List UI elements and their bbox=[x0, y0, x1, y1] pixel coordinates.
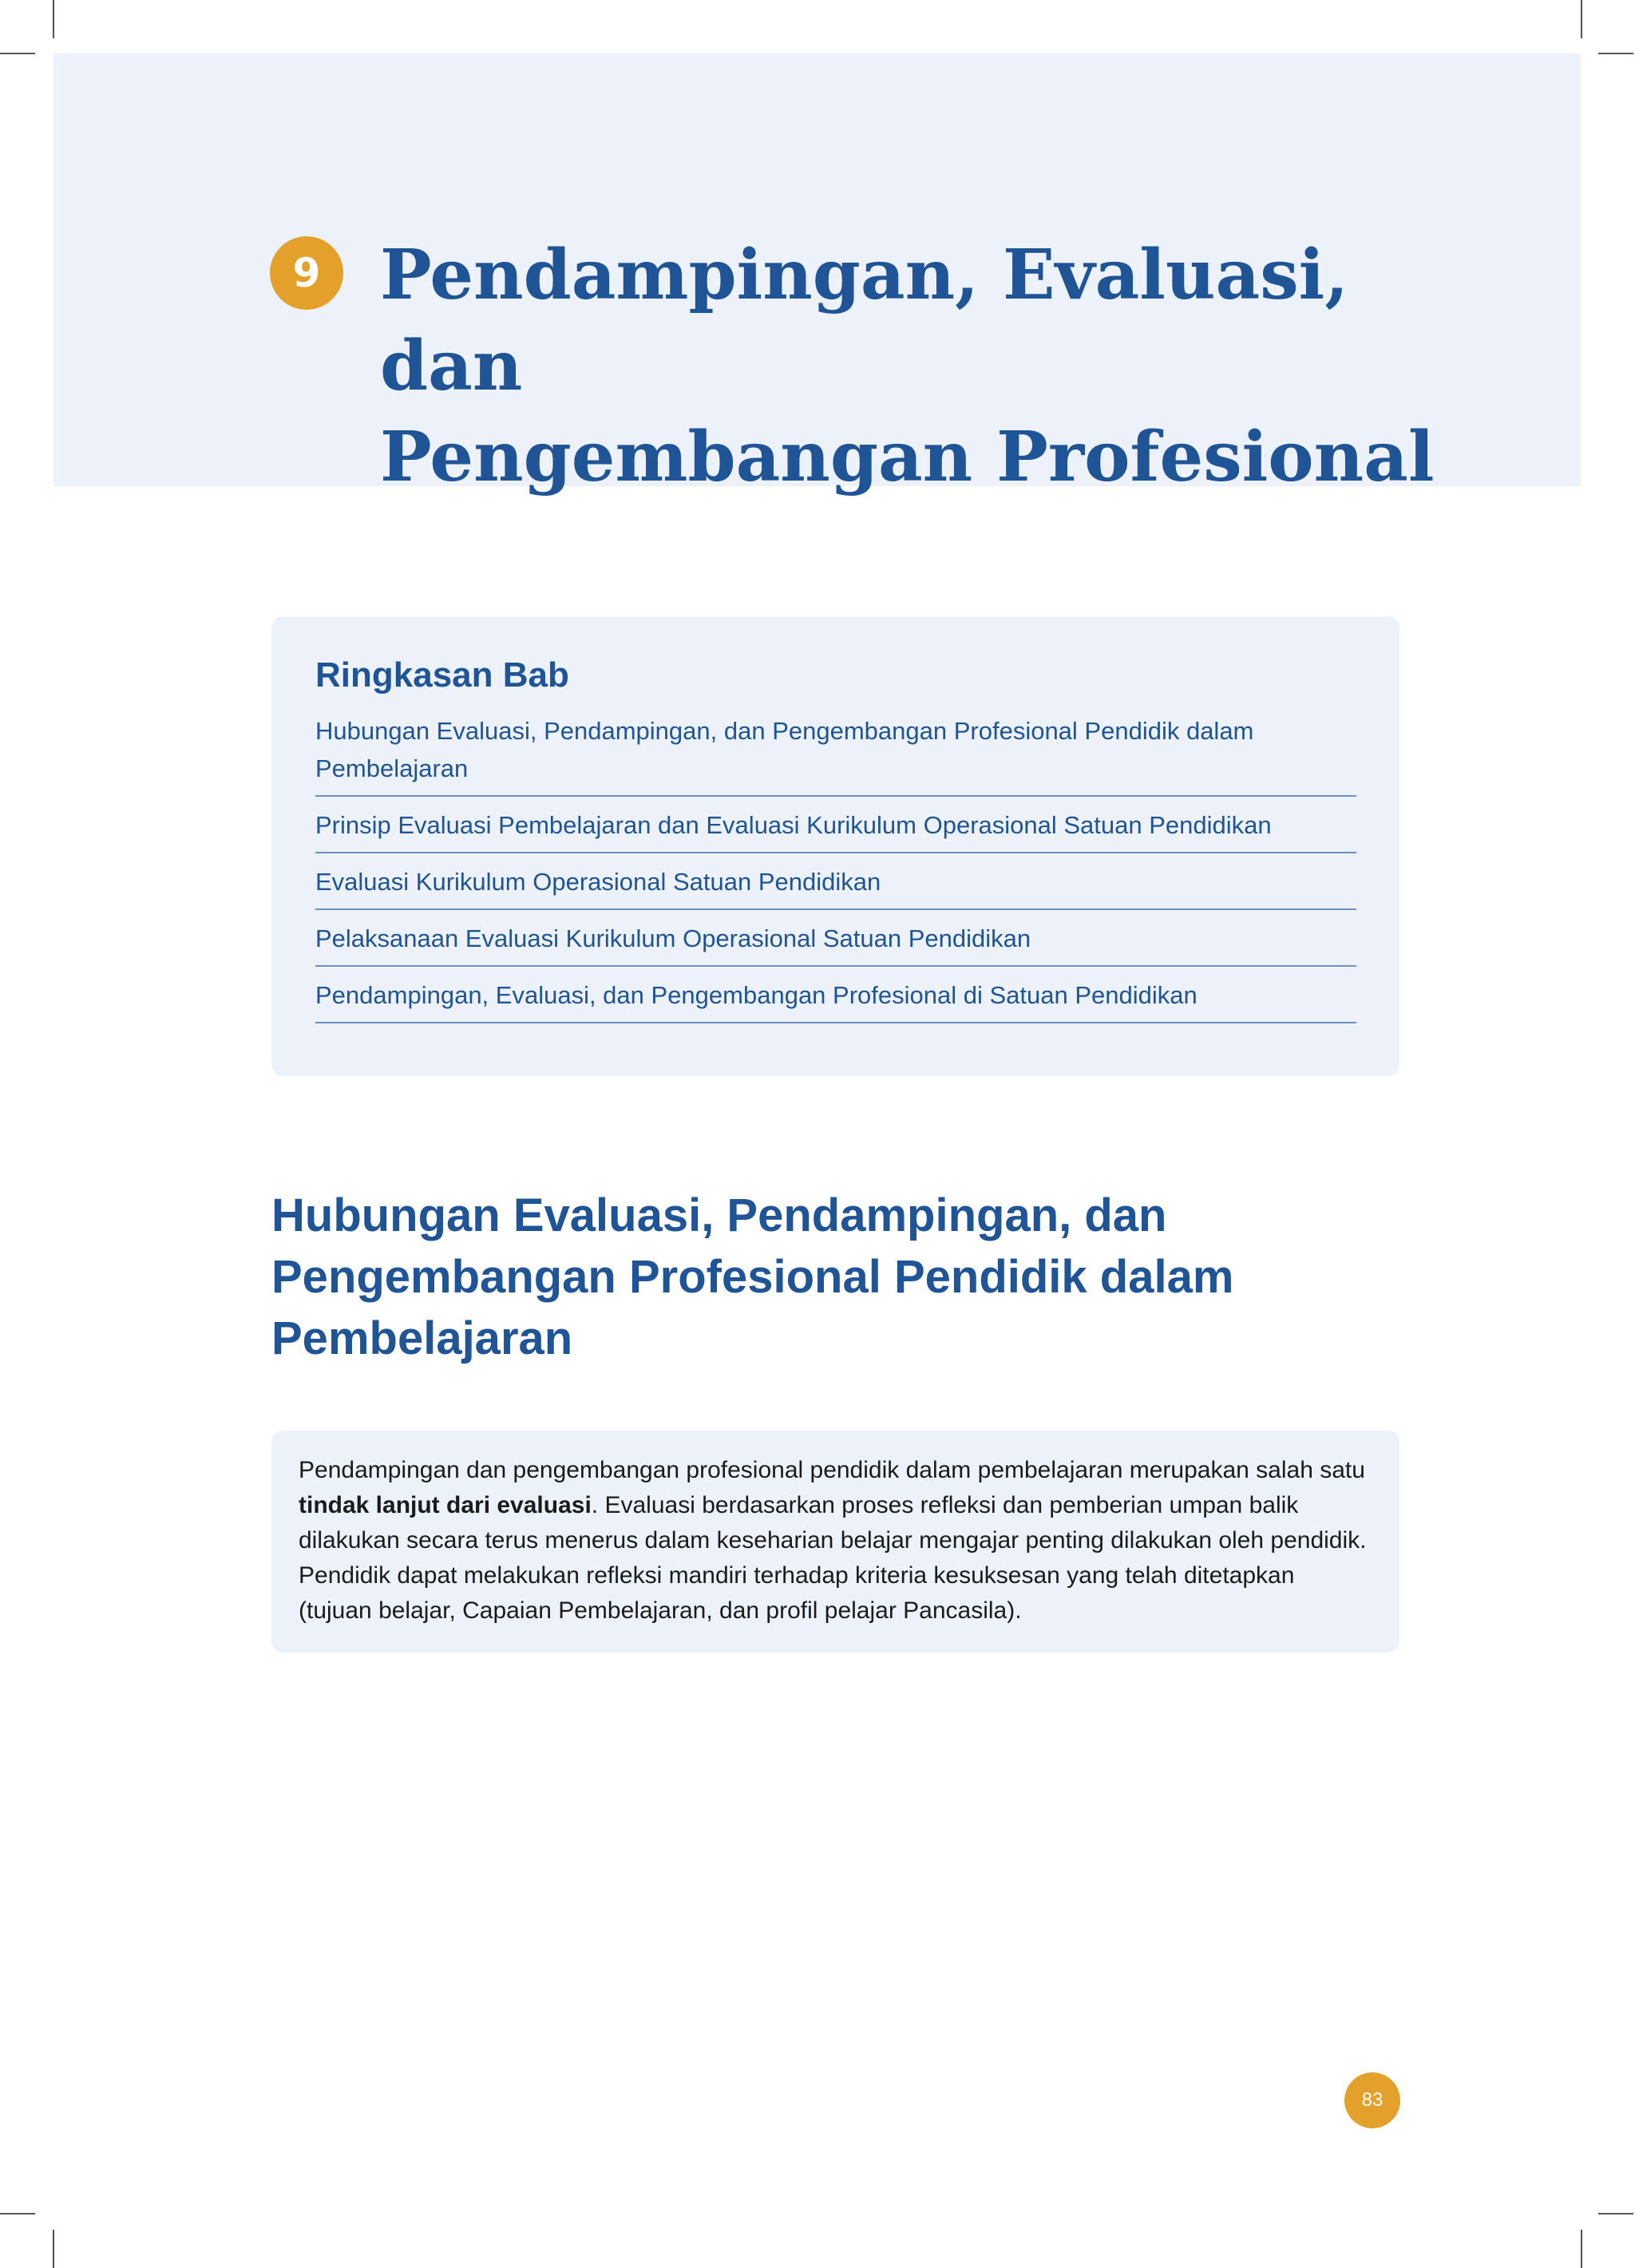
info-box bbox=[271, 1431, 1399, 1653]
summary-heading: Ringkasan Bab bbox=[315, 655, 569, 695]
crop-mark bbox=[0, 53, 35, 54]
crop-mark bbox=[1598, 53, 1633, 54]
crop-mark bbox=[1581, 2230, 1582, 2268]
page-number-badge: 83 bbox=[1344, 2072, 1400, 2128]
chapter-summary-box bbox=[271, 616, 1399, 1076]
summary-item[interactable]: Pendampingan, Evaluasi, dan Pengembangan Profesional di Satuan Pendidikan bbox=[315, 976, 1356, 1023]
info-text: . Evaluasi berdasarkan proses refleksi dan pemberian umpan balik dilakukan secara terus menerus dalam keseharian belajar mengajar penting dilakukan oleh pendidik. Pendidik dapat melakukan refleksi mandiri terhadap kriteria kesuksesan yang telah ditetapkan (tujuan belajar, Capaian Pembelajaran, dan profil pelajar Pancasila). bbox=[299, 1492, 1367, 1624]
chapter-title-line: Pengembangan Profesional bbox=[380, 417, 1435, 497]
section-heading-line: Pembelajaran bbox=[271, 1312, 573, 1364]
section-heading-line: Pengembangan Profesional Pendidik dalam bbox=[271, 1251, 1234, 1303]
chapter-title bbox=[380, 230, 1514, 503]
chapter-title-line: Pendampingan, Evaluasi, dan bbox=[380, 235, 1349, 406]
crop-mark bbox=[53, 2230, 54, 2268]
section-heading bbox=[271, 1185, 1405, 1369]
summary-item[interactable]: Prinsip Evaluasi Pembelajaran dan Evaluasi Kurikulum Operasional Satuan Pendidikan bbox=[315, 806, 1356, 853]
chapter-number-badge: 9 bbox=[270, 236, 343, 310]
info-text: Pendampingan dan pengembangan profesional pendidik dalam pembelajaran merupakan salah satu bbox=[299, 1457, 1365, 1483]
summary-item[interactable]: Hubungan Evaluasi, Pendampingan, dan Pengembangan Profesional Pendidik dalam Pembelajaran bbox=[315, 712, 1356, 797]
crop-mark bbox=[0, 2213, 35, 2215]
info-paragraph bbox=[299, 1453, 1372, 1629]
summary-item[interactable]: Evaluasi Kurikulum Operasional Satuan Pendidikan bbox=[315, 863, 1356, 910]
section-heading-line: Hubungan Evaluasi, Pendampingan, dan bbox=[271, 1189, 1167, 1241]
summary-item[interactable]: Pelaksanaan Evaluasi Kurikulum Operasional Satuan Pendidikan bbox=[315, 920, 1356, 967]
crop-mark bbox=[53, 0, 54, 38]
info-emphasis: tindak lanjut dari evaluasi bbox=[299, 1492, 592, 1518]
crop-mark bbox=[1581, 0, 1582, 38]
crop-mark bbox=[1598, 2213, 1633, 2215]
